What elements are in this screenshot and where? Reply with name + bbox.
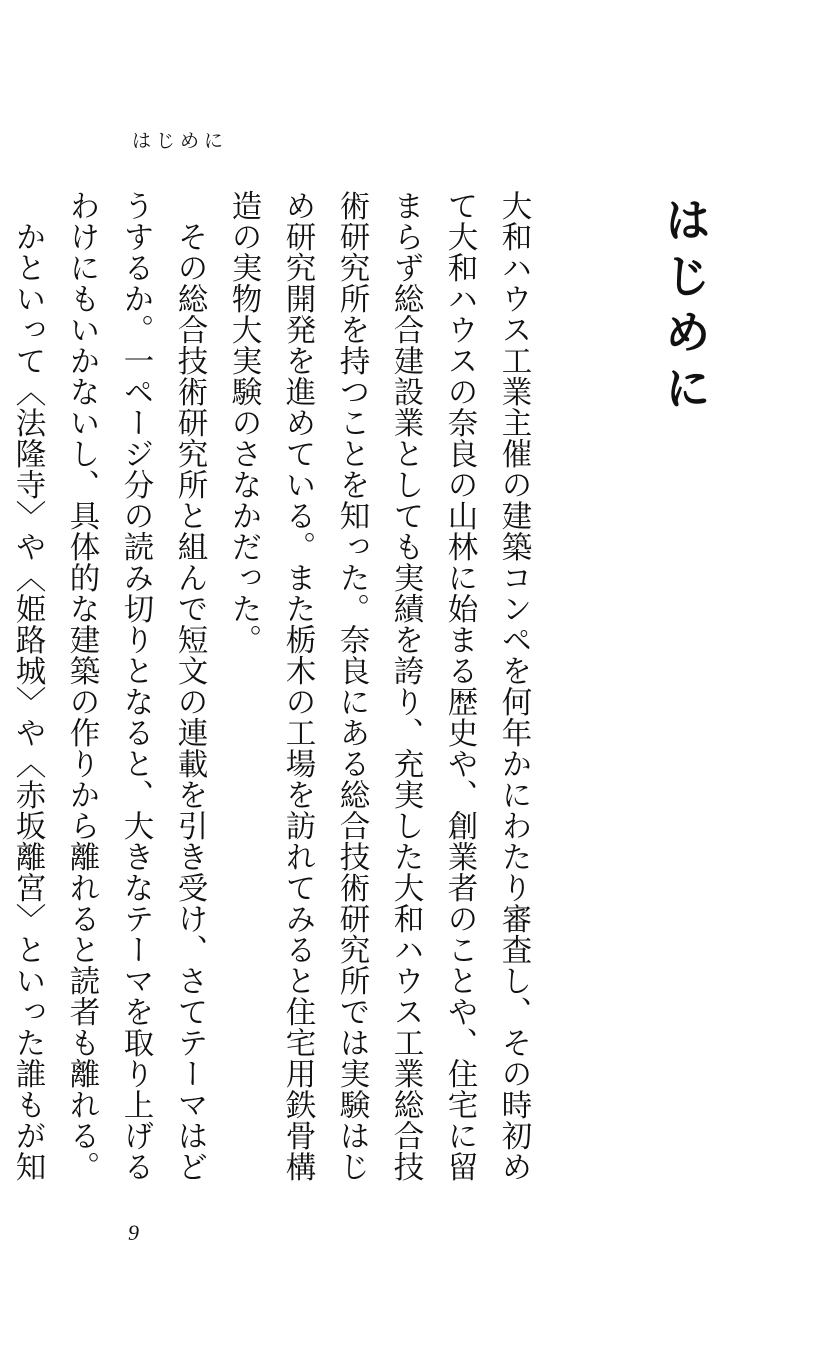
page-number: 9 [128,1220,139,1245]
body-text [10,190,540,1200]
paragraph-2: その総合技術研究所と組んで短文の連載を引き受け、さてテーマはどうするか。一ページ分の読み切りとなると、大きなテーマを取り上げるわけにもいかないし、具体的な建築の作りから離れると読者も離れる。 [64,190,207,1182]
chapter-title: はじめに [658,196,712,420]
paragraph-3: かといって〈法隆寺〉や〈姫路城〉や〈赤坂離宮〉といった誰もが知 [10,221,45,1182]
running-head: はじめに [132,130,229,152]
paragraph-1: 大和ハウス工業主催の建築コンペを何年かにわたり審査し、その時初めて大和ハウスの奈良の山林に始まる歴史や、創業者のことや、住宅に留まらず総合建設業としても実績を誇り、充実した大和ハウス工業総合技術研究所を持つことを知った。奈良にある総合技術研究所では実験はじめ研究開発を進めている。また栃木の工場を訪れてみると住宅用鉄骨構造の実物大実験のさなかだった。 [226,190,531,1182]
